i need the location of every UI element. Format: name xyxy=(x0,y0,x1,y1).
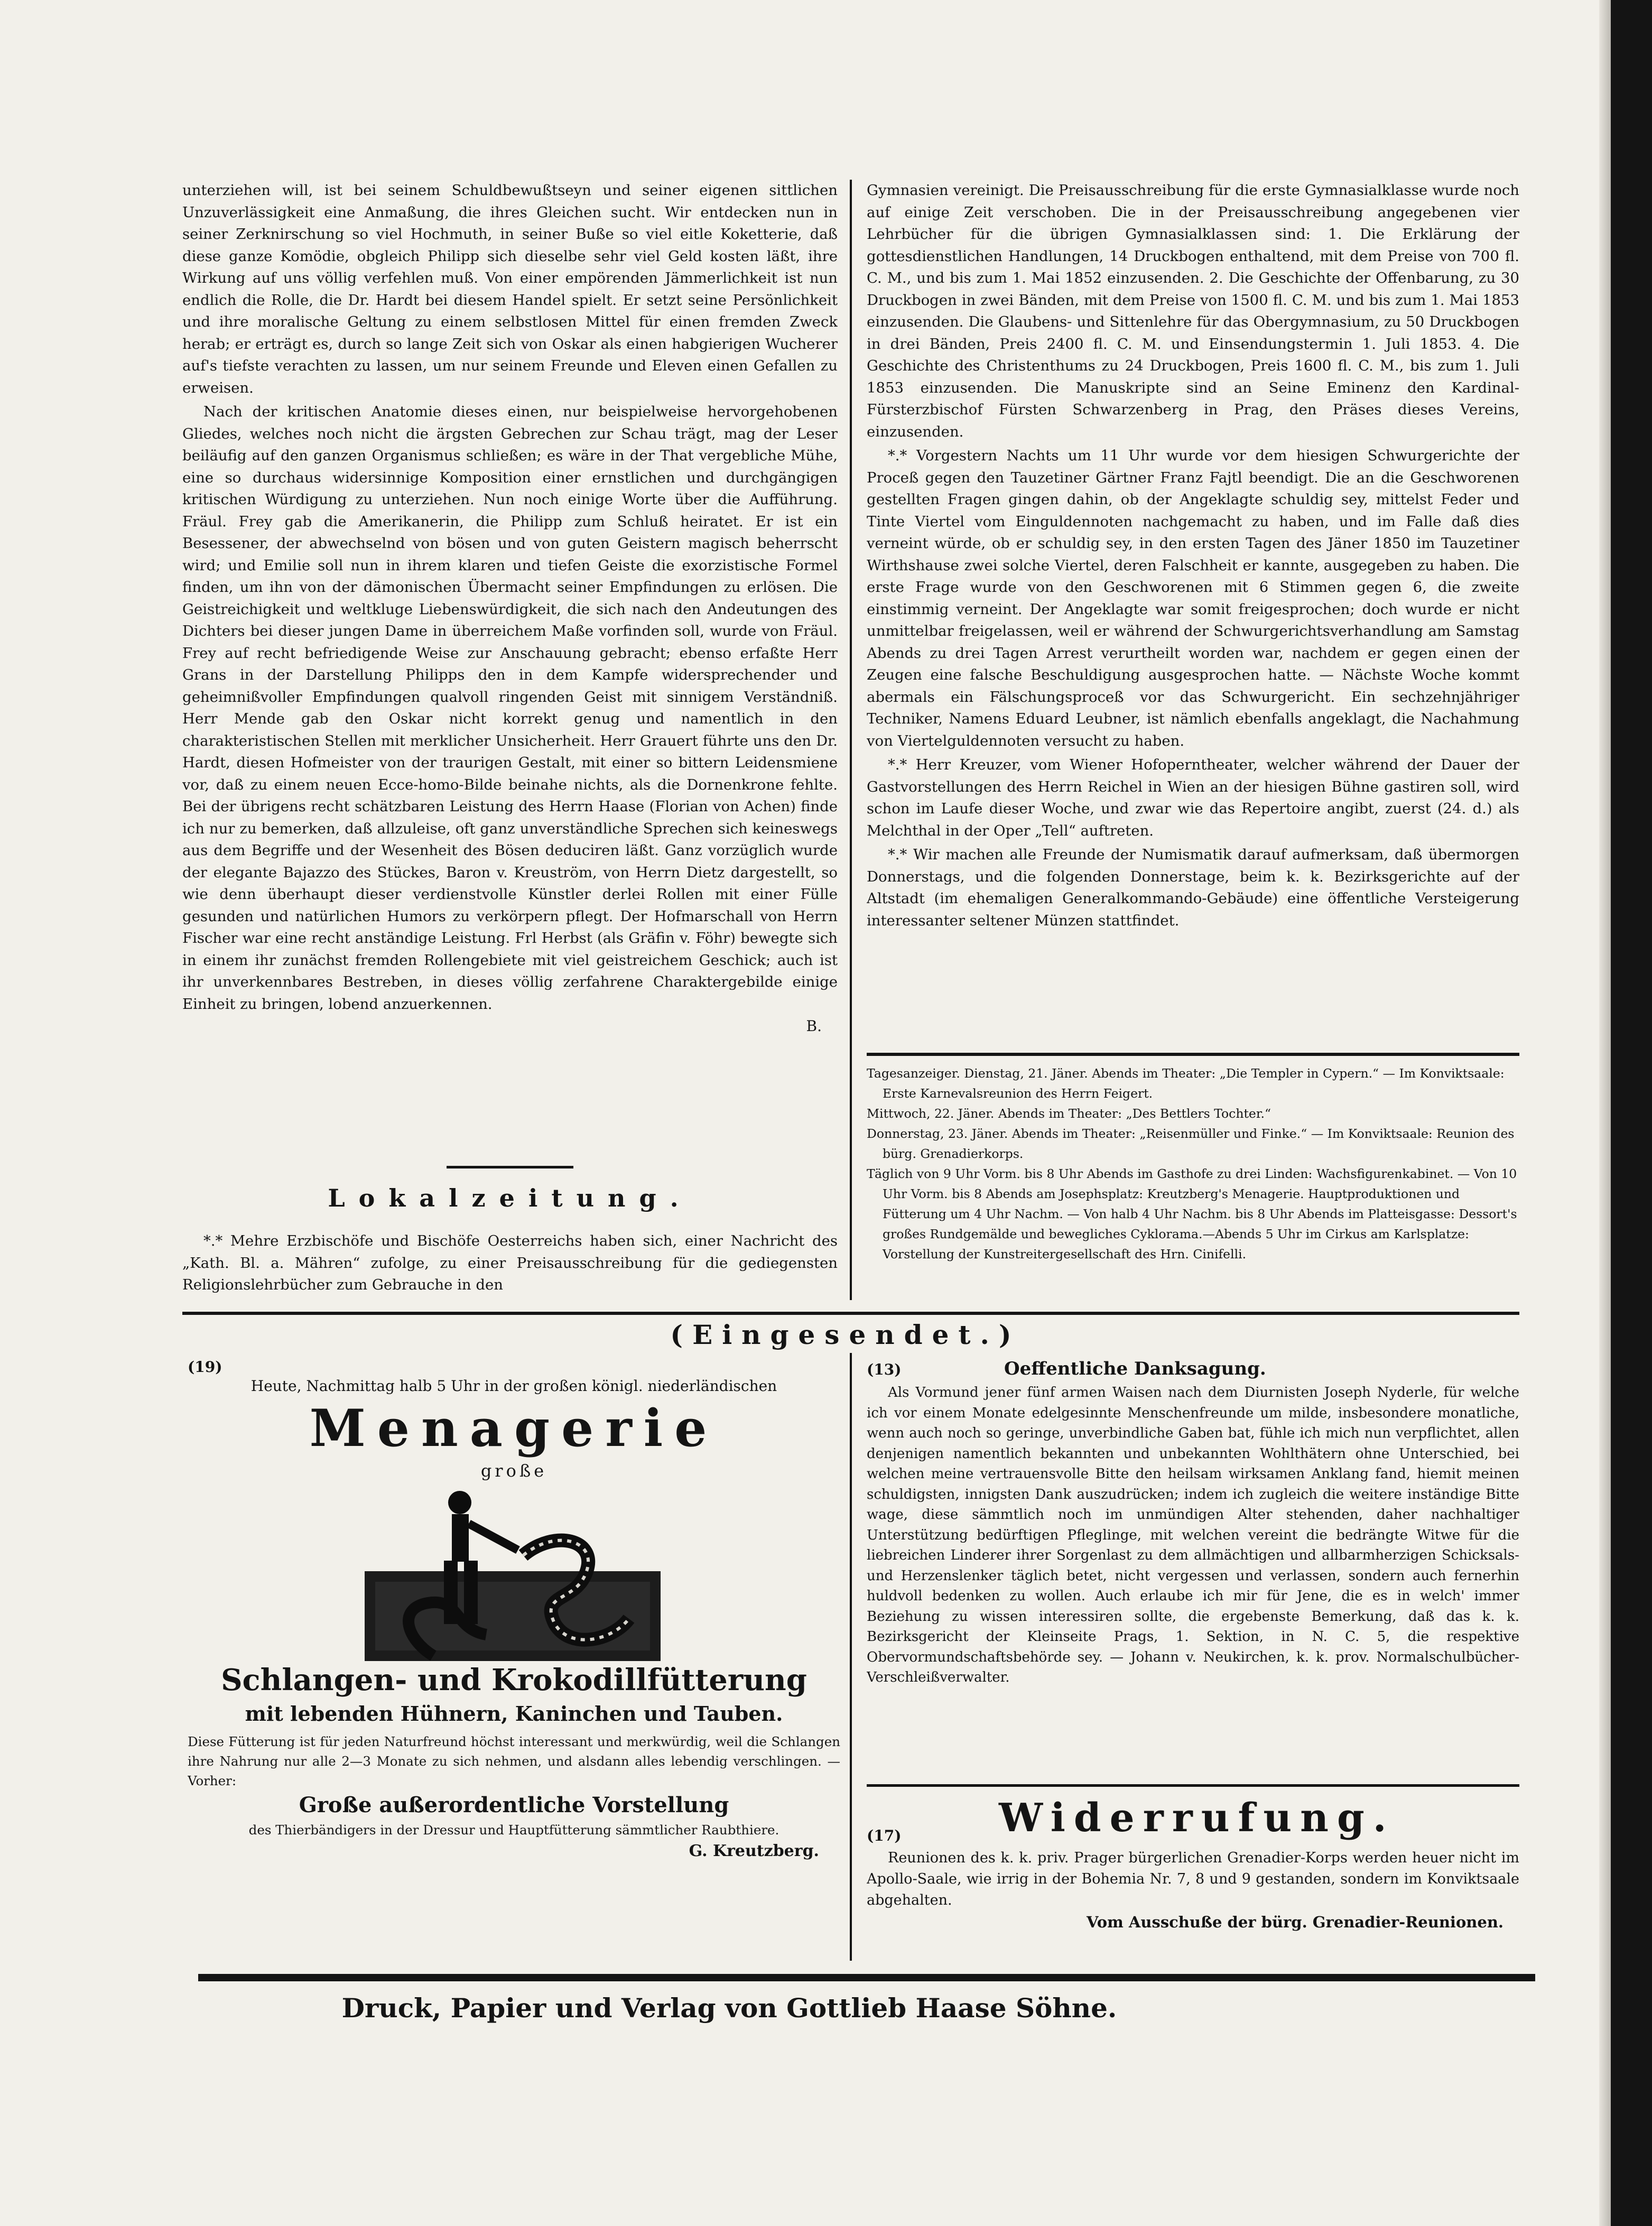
ad-headline: Schlangen- und Krokodillfütterung xyxy=(221,1663,807,1698)
ad-menagerie xyxy=(188,1358,840,1961)
article-paragraph: *.* Vorgestern Nachts um 11 Uhr wurde vor dem hiesigen Schwurgerichte der Proceß gegen den Tauzetiner Gärtner Franz Fajtl beendigt. Die an die Geschworenen gestellten Fragen gingen dahin, ob der Angeklagte schuldig sey, mittelst Feder und Tinte Viertel vom Einguldennoten nachgemacht zu haben, und im Falle daß dies verneint würde, ob er schuldig sey, in den ersten Tagen des Jäner 1850 im Tauzetiner Wirthshause zwei solche Viertel, deren Falschheit er kannte, ausgegeben zu haben. Die erste Frage wurde von den Geschworenen mit 6 Stimmen gegen 6, die zweite einstimmig verneint. Der Angeklagte war somit freigesprochen; doch wurde er nicht unmittelbar freigelassen, weil er während der Schwurgerichtsverhandlung am Samstag Abends zu drei Tagen Arrest verurtheilt worden war, nachdem er gegen einen der Zeugen eine falsche Beschuldigung ausgesprochen hatte. — Nächste Woche kommt abermals ein Fälschungsproceß vor das Schwurgericht. Ein sechzehnjähriger Techniker, Namens Eduard Leubner, ist nämlich ebenfalls angeklagt, die Nachahmung von Viertelguldennoten versucht zu haben. xyxy=(867,447,1519,749)
right-column xyxy=(867,180,1519,1033)
section-rule xyxy=(182,1312,1519,1315)
footer-rule xyxy=(198,1974,1535,1981)
ad-subtitle: große xyxy=(480,1461,547,1481)
eingesendet-heading: (Eingesendet.) xyxy=(670,1319,1021,1350)
article-paragraph: *.* Wir machen alle Freunde der Numismatik darauf aufmerksam, daß übermorgen Donnerstags, und die folgenden Donnerstage, beim k. k. Bezirksgerichte auf der Altstadt (im ehemaligen Generalkommando-Gebäude) eine öffentliche Versteigerung interessanter seltener Münzen stattfindet. xyxy=(867,846,1519,929)
article-paragraph: *.* Herr Kreuzer, vom Wiener Hofoperntheater, welcher während der Dauer der Gastvorstellungen des Herrn Reichel in Wien an der hiesigen Bühne gastiren soll, wird schon im Laufe dieser Woche, und zwar wie das Repertoire angibt, zuerst (24. d.) als Melchthal in der Oper „Tell“ auftreten. xyxy=(867,756,1519,839)
ad-rule xyxy=(867,1784,1519,1787)
section-title-lokalzeitung: Lokalzeitung. xyxy=(328,1184,692,1212)
ad-signature: G. Kreutzberg. xyxy=(689,1842,819,1860)
tagesanzeiger-line: Donnerstag, 23. Jäner. Abends im Theater: „Reisenmüller und Finke.“ — Im Konviktsaale: Reunion des bürg. Grenadierkorps. xyxy=(867,1126,1515,1161)
ad-performance: Große außerordentliche Vorstellung xyxy=(299,1793,729,1817)
snake-tamer-illustration xyxy=(188,1481,840,1661)
ad-danksagung xyxy=(867,1358,1519,1781)
lokal-paragraph: *.* Mehre Erzbischöfe und Bischöfe Oesterreichs haben sich, einer Nachricht des „Kath. Bl. a. Mähren“ zufolge, zu einer Preisausschreibung für die gediegensten Religionslehrbücher zum Gebrauche in den xyxy=(182,1232,838,1293)
ad-subheadline: mit lebenden Hühnern, Kaninchen und Tauben. xyxy=(245,1702,783,1726)
ad-signature: Vom Ausschuße der bürg. Grenadier-Reunionen. xyxy=(1086,1913,1503,1931)
ad-number: (17) xyxy=(867,1827,902,1844)
ad-body: Diese Fütterung ist für jeden Naturfreund höchst interessant und merkwürdig, weil die Schlangen ihre Nahrung nur alle 2—3 Monate zu sich nehmen, und alsdann alles lebendig verschlingen. — Vorher: xyxy=(188,1734,840,1788)
tagesanzeiger xyxy=(867,1063,1519,1306)
footer-imprint: Druck, Papier und Verlag von Gottlieb Haase Söhne. xyxy=(341,1992,1117,2024)
ads-divider xyxy=(850,1353,852,1961)
ad-body: Reunionen des k. k. priv. Prager bürgerlichen Grenadier-Korps werden heuer nicht im Apollo-Saale, wie irrig in der Bohemia Nr. 7, 8 und 9 gestanden, sondern im Konviktsaale abgehalten. xyxy=(867,1850,1519,1908)
page-edge-border xyxy=(1611,0,1652,2226)
article-paragraph: unterziehen will, ist bei seinem Schuldbewußtseyn und seiner eigenen sittlichen Unzuverlässigkeit eine Anmaßung, die ihres Gleichen sucht. Wir entdecken nun in seiner Zerknirschung so viel Hochmuth, in seiner Buße so viel eitle Koketterie, daß diese ganze Komödie, obgleich Philipp sich dieselbe sehr viel Geld kosten läßt, ihre Wirkung auf uns völlig verfehlen muß. Von einer empörenden Jämmerlichkeit ist nun endlich die Rolle, die Dr. Hardt bei diesem Handel spielt. Er setzt seine Persönlichkeit und ihre moralische Geltung zu einem selbstlosen Mittel für einen fremden Zweck herab; er erträgt es, durch so lange Zeit sich von Oskar als einen habgierigen Wucherer auf's tiefste verachten zu lassen, um nur seinem Freunde und Eleven einen Gefallen zu erweisen. xyxy=(182,182,838,396)
ad-body: Als Vormund jener fünf armen Waisen nach dem Diurnisten Joseph Nyderle, für welche ich vor einem Monate edelgesinnte Menschenfreunde um milde, insbesondere monatliche, wenn auch noch so geringe, unverbindliche Gaben bat, fühle ich mich nun verpflichtet, allen denjenigen namentlich bekannten und unbekannten Wohlthätern ohne Unterschied, bei welchen meine vertrauensvolle Bitte den heilsam wirksamen Anklang fand, hiemit meinen schuldigsten, innigsten Dank auszudrücken; indem ich zugleich die weitere inständige Bitte wage, diese sämmtlich noch im unmündigen Alter stehenden, daher nachhaltiger Unterstützung bedürftigen Pfleglinge, mit welchen vereint die bedrängte Witwe für die liebreichen Linderer ihrer Sorgenlast zu dem allmächtigen und allbarmherzigen Schicksals- und Herzenslenker täglich betet, nicht vergessen und verlassen, sondern auch fernerhin huldvoll bedenken zu wollen. Auch erlaube ich mir für Jene, die es in welch' immer Beziehung zu wissen interessiren sollte, die ergebenste Bemerkung, daß das k. k. Bezirksgericht der Kleinseite Prags, 1. Sektion, in N. C. 5, die respektive Obervormundschaftsbehörde sey. — Johann v. Neukirchen, k. k. prov. Normalschulbücher-Verschleißverwalter. xyxy=(867,1385,1519,1685)
column-divider xyxy=(850,180,852,1300)
ad-title: Menagerie xyxy=(309,1398,719,1458)
ad-title: Oeffentliche Danksagung. xyxy=(1004,1358,1266,1379)
ad-number: (19) xyxy=(188,1358,222,1376)
ad-intro: Heute, Nachmittag halb 5 Uhr in der großen königl. niederländischen xyxy=(250,1377,777,1395)
article-paragraph: Nach der kritischen Anatomie dieses einen, nur beispielweise hervorgehobenen Gliedes, welches noch nicht die ärgsten Gebrechen zur Schau trägt, mag der Leser beiläufig auf den ganzen Organismus schließen; es wäre in der That vergebliche Mühe, eine so durchaus widersinnige Komposition einer ernstlichen und durchgängigen kritischen Würdigung zu unterziehen. Nun noch einige Worte über die Aufführung. Fräul. Frey gab die Amerikanerin, die Philipp zum Schluß heiratet. Er ist ein Besessener, der abwechselnd von bösen und von guten Geistern magisch beherrscht wird; und Emilie soll nun in ihrem klaren und tiefen Geiste die exorzistische Formel finden, um ihn von der dämonischen Übermacht seiner Empfindungen zu erlösen. Die Geistreichigkeit und weltkluge Liebenswürdigkeit, die sich nach den Andeutungen des Dichters bei dieser jungen Dame in überreichem Maße vorfinden soll, wurde von Fräul. Frey auf recht befriedigende Weise zur Anschauung gebracht; ebenso erfaßte Herr Grans in der Darstellung Philipps den in dem Kampfe widersprechender und geheimnißvoller Empfindungen qualvoll ringenden Geist mit sinnigem Verständniß. Herr Mende gab den Oskar nicht korrekt genug und namentlich in den charakteristischen Stellen mit merklicher Unsicherheit. Herr Grauert führte uns den Dr. Hardt, diesen Hofmeister von der traurigen Gestalt, mit einer so bittern Leidensmiene vor, daß zu einem neuen Ecce-homo-Bilde beinahe nichts, als die Dornenkrone fehlte. Bei der übrigens recht schätzbaren Leistung des Herrn Haase (Florian von Achen) finde ich nur zu bemerken, daß allzuleise, oft ganz unverständliche Sprechen sich keineswegs aus dem Begriffe und der Wesenheit des Bösen deduciren läßt. Ganz vorzüglich wurde der elegante Bajazzo des Stückes, Baron v. Kreuström, von Herrn Dietz dargestellt, so wie denn überhaupt dieser verdienstvolle Künstler derlei Rollen mit einer Fülle gesunden und natürlichen Humors zu verkörpern pflegt. Der Hofmarschall von Herrn Fischer war eine recht anständige Leistung. Frl Herbst (als Gräfin v. Föhr) bewegte sich in einem ihr zunächst fremden Rollengebiete mit viel geistreichem Geschick; auch ist ihr unverkennbares Bestreben, in dieses völlig zerfahrene Charaktergebilde einige Einheit zu bringen, lobend anzuerkennen. xyxy=(182,403,838,1013)
tagesanzeiger-line: Täglich von 9 Uhr Vorm. bis 8 Uhr Abends im Gasthofe zu drei Linden: Wachsfigurenkabinet. — Von 10 Uhr Vorm. bis 8 Abends am Josephsplatz: Kreutzberg's Menagerie. Hauptproduktionen und Fütterung um 4 Uhr Nachm. — Von halb 4 Uhr Nachm. bis 8 Uhr Abends im Platteisgasse: Dessort's großes Rundgemälde und bewegliches Cyklorama.—Abends 5 Uhr im Cirkus am Karlsplatze: Vorstellung der Kunstreitergesellschaft des Hrn. Cinifelli. xyxy=(867,1166,1517,1262)
snake-tamer-woodcut xyxy=(365,1481,661,1661)
left-column xyxy=(182,180,838,1152)
lokal-column xyxy=(182,1230,838,1310)
tagesanzeiger-rule xyxy=(867,1053,1519,1056)
short-separator xyxy=(447,1166,573,1168)
page-edge-shadow xyxy=(1599,0,1611,2226)
ad-number: (13) xyxy=(867,1361,902,1378)
article-paragraph: Gymnasien vereinigt. Die Preisausschreibung für die erste Gymnasialklasse wurde noch auf einige Zeit verschoben. Die in der Preisausschreibung angegebenen vier Lehrbücher für die übrigen Gymnasialklassen sind: 1. Die Erklärung der gottesdienstlichen Handlungen, 14 Druckbogen enthaltend, mit dem Preise von 700 fl. C. M., und bis zum 1. Mai 1852 einzusenden. 2. Die Geschichte der Offenbarung, zu 30 Druckbogen in zwei Bänden, mit dem Preise von 1500 fl. C. M. und bis zum 1. Mai 1853 einzusenden. Die Glaubens- und Sittenlehre für das Obergymnasium, zu 50 Druckbogen in drei Bänden, Preis 2400 fl. C. M. und Einsendungstermin 1. Juli 1853. 4. Die Geschichte des Christenthums zu 24 Druckbogen, Preis 1600 fl. C. M., bis zum 1. Juli 1853 einzusenden. Die Manuskripte sind an Seine Eminenz den Kardinal-Fürsterzbischof Fürsten Schwarzenberg in Prag, den Präses dieses Vereins, einzusenden. xyxy=(867,182,1519,440)
ad-performance-text: des Thierbändigers in der Dressur und Hauptfütterung sämmtlicher Raubthiere. xyxy=(248,1822,779,1838)
ad-title: Widerrufung. xyxy=(999,1795,1395,1841)
ad-widerrufung xyxy=(867,1792,1519,1961)
article-signature: B. xyxy=(806,1017,822,1035)
tagesanzeiger-line: Tagesanzeiger. Dienstag, 21. Jäner. Abends im Theater: „Die Templer in Cypern.“ — Im Konviktsaale: Erste Karnevalsreunion des Herrn Feigert. xyxy=(867,1066,1505,1101)
tagesanzeiger-line: Mittwoch, 22. Jäner. Abends im Theater: „Des Bettlers Tochter.“ xyxy=(867,1106,1271,1121)
